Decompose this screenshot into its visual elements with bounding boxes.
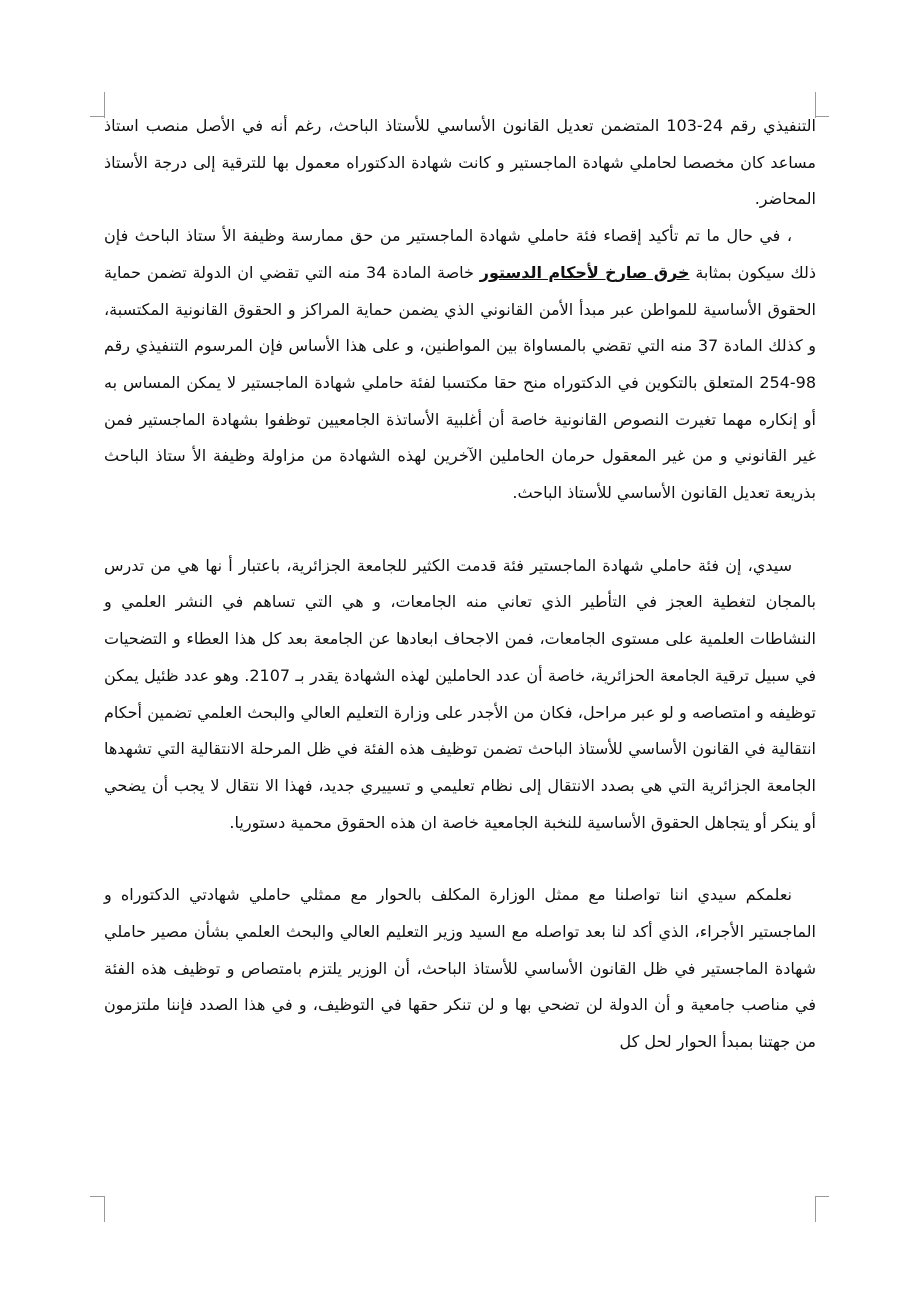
paragraph-4 — [104, 877, 816, 1061]
paragraph-4-text: نعلمكم سيدي اننا تواصلنا مع ممثل الوزارة المكلف بالحوار مع ممثلي حاملي شهادتي الدكتوراه و الماجستير الأجراء، الذي أكد لنا بعد تواصله مع السيد وزير التعليم العالي والبحث العلمي بشأن مصير حاملي شهادة الماجستير في ظل القانون الأساسي للأستاذ الباحث، أن الوزير يلتزم بامتصاص و توظيف هذه الفئة في مناصب جامعية و أن الدولة لن تضحي بها و لن تنكر حقها في التوظيف، و في هذا الصدد فإننا ملتزمون من جهتنا بمبدأ الحوار لحل كل — [104, 885, 816, 1052]
paragraph-1-text: التنفيذي رقم 24-103 المتضمن تعديل القانون الأساسي للأستاذ الباحث، رغم أنه في الأصل منصب استاذ مساعد كان مخصصا لحاملي شهادة الماجستير و كانت شهادة الدكتوراه معمول بها للترقية إلى درجة الأستاذ المحاضر. — [104, 116, 817, 209]
paragraph-1 — [104, 108, 816, 218]
paragraph-2-text-after: خاصة المادة 34 منه التي تقضي ان الدولة تضمن حماية الحقوق الأساسية للمواطن عبر مبدأ الأمن القانوني الذي يضمن حماية المراكز و الحقوق القانونية المكتسبة، و كذلك المادة 37 منه التي تقضي بالمساواة بين المواطنين، و على هذا الأساس فإن المرسوم التنفيذي رقم 98-254 المتعلق بالتكوين في الدكتوراه منح حقا مكتسبا لفئة حاملي شهادة الماجستير لا يمكن المساس به أو إنكاره مهما تغيرت النصوص القانونية خاصة أن أغلبية الأساتذة الجامعيين توظفوا بشهادة الماجستير فمن غير القانوني و من غير المعقول حرمان الحاملين الآخرين لهذه الشهادة من مزاولة وظيفة الأ ستاذ الباحث بذريعة تعديل القانون الأساسي للأستاذ الباحث. — [104, 262, 817, 503]
paragraph-3-text: سيدي، إن فئة حاملي شهادة الماجستير فئة قدمت الكثير للجامعة الجزائرية، باعتبار أ نها هي من تدرس بالمجان لتغطية العجز في التأطير الذي تعاني منه الجامعات، و هي التي تساهم في النشر العلمي و النشاطات العلمية على مستوى الجامعات، فمن الاجحاف ابعادها عن الجامعة بعد كل هذا العطاء و التضحيات في سبيل ترقية الجامعة الحزائرية، خاصة أن عدد الحاملين لهذه الشهادة يقدر بـ 2107. وهو عدد ظئيل يمكن توظيفه و امتصاصه و لو عبر مراحل، فكان من الأجدر على وزارة التعليم العالي والبحث العلمي تضمين أحكام انتقالية في القانون الأساسي للأستاذ الباحث تضمن توظيف هذه الفئة في ظل المرحلة الانتقالية التي تشهدها الجامعة الجزائرية التي هي بصدد الانتقال إلى نظام تعليمي و تسييري جديد، فهذا الا نتقال لا يجب أن يضحي أو ينكر أو يتجاهل الحقوق الأساسية للنخبة الجامعية خاصة ان هذه الحقوق محمية دستوريا. — [104, 555, 817, 832]
paragraph-2-emphasis: خرق صارخ لأحكام الدستور — [479, 262, 690, 282]
paragraph-spacer — [104, 841, 816, 877]
paragraph-spacer — [104, 512, 816, 548]
paragraph-3 — [104, 548, 816, 842]
paragraph-2 — [104, 218, 816, 512]
document-body — [104, 108, 816, 1061]
paragraph-2-text-before: ، في حال ما تم تأكيد إقصاء فئة حاملي شهادة الماجستير من حق ممارسة وظيفة الأ ستاذ الباحث فإن ذلك سيكون بمثابة — [104, 226, 817, 282]
